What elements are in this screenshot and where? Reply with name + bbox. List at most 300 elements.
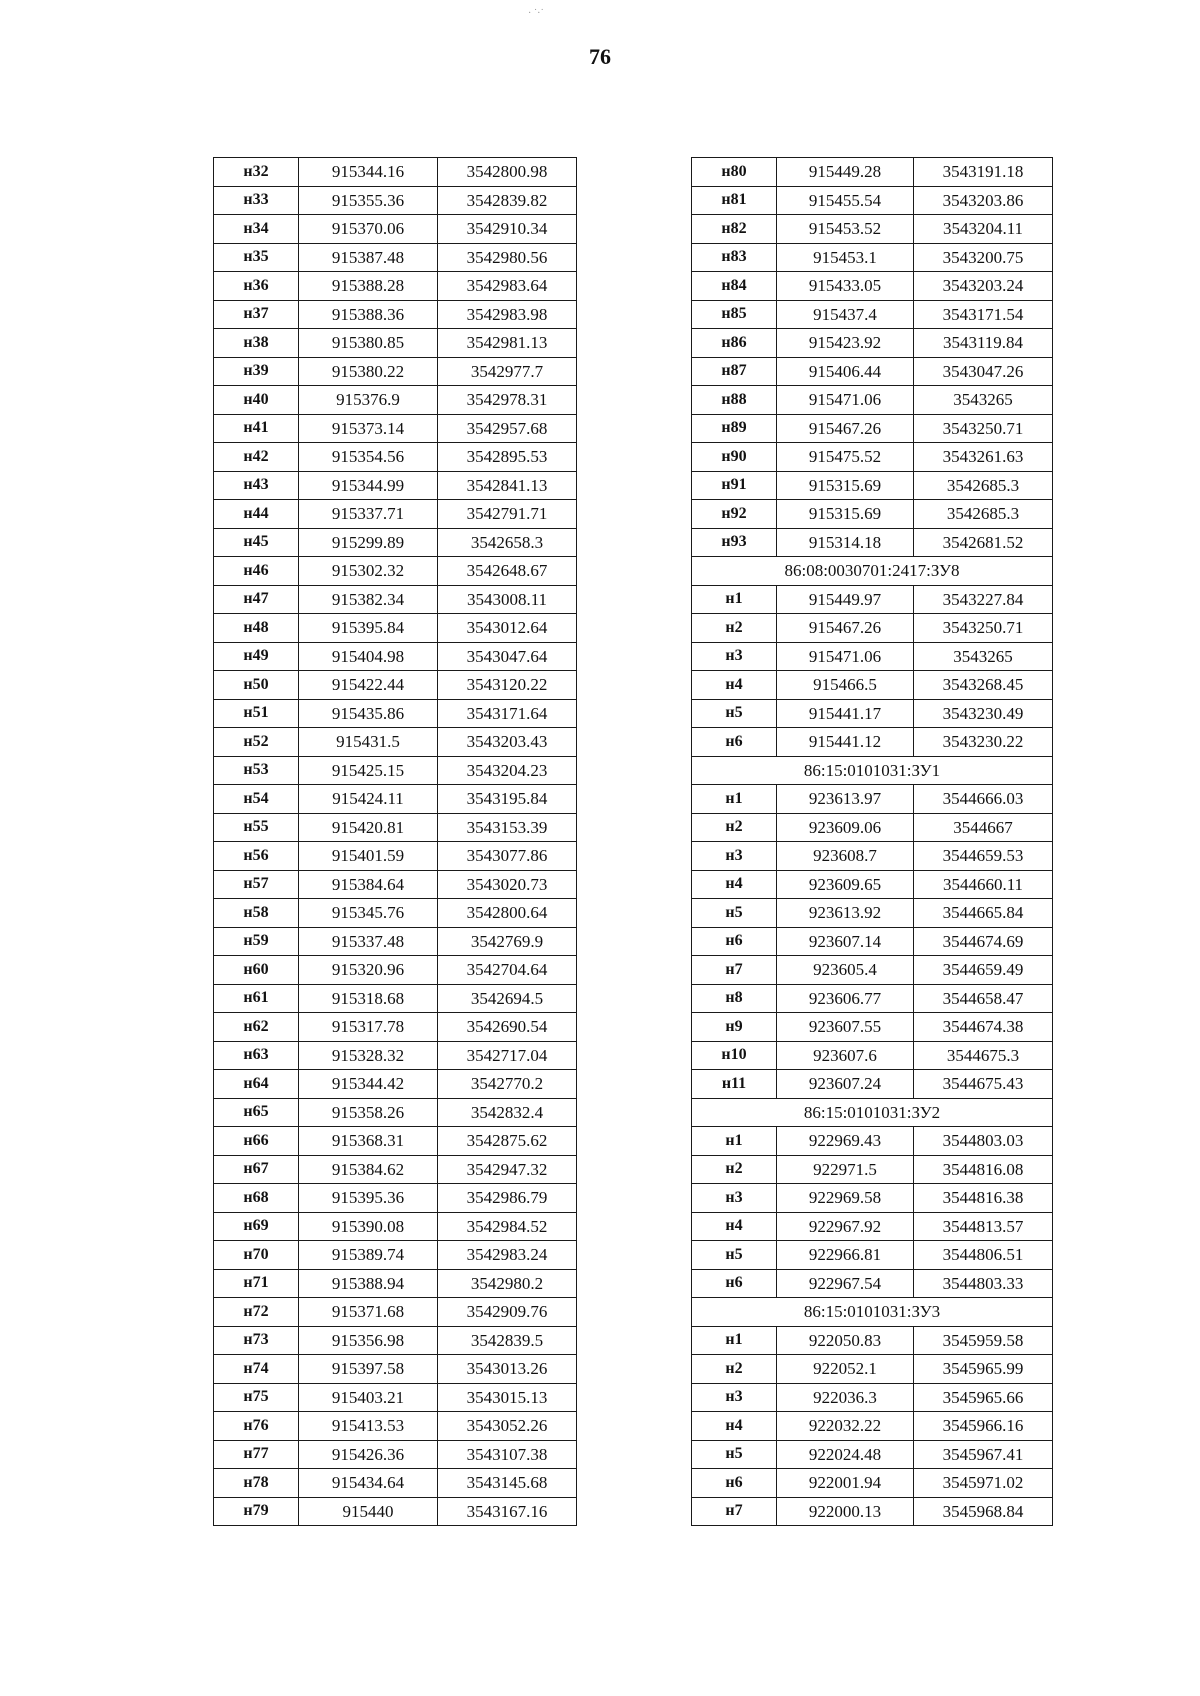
cadastral-number-heading: 86:15:0101031:ЗУ3 [692,1298,1053,1327]
point-id-cell: н46 [214,557,299,586]
point-id-cell: н5 [692,899,777,928]
point-id-cell: н35 [214,243,299,272]
y-coordinate-cell: 3543230.22 [914,728,1053,757]
y-coordinate-cell: 3542977.7 [438,357,577,386]
x-coordinate-cell: 915441.12 [777,728,914,757]
point-id-cell: н62 [214,1013,299,1042]
point-id-cell: н63 [214,1041,299,1070]
y-coordinate-cell: 3543013.26 [438,1355,577,1384]
x-coordinate-cell: 915354.56 [299,443,438,472]
table-row [692,300,1053,329]
x-coordinate-cell: 915395.84 [299,614,438,643]
table-row [214,158,577,187]
y-coordinate-cell: 3542800.98 [438,158,577,187]
point-id-cell: н55 [214,813,299,842]
table-row [214,1212,577,1241]
x-coordinate-cell: 923607.14 [777,927,914,956]
x-coordinate-cell: 915388.28 [299,272,438,301]
table-row [692,1326,1053,1355]
table-row [692,585,1053,614]
point-id-cell: н36 [214,272,299,301]
x-coordinate-cell: 922024.48 [777,1440,914,1469]
point-id-cell: н77 [214,1440,299,1469]
table-row [214,1355,577,1384]
x-coordinate-cell: 923607.6 [777,1041,914,1070]
point-id-cell: н81 [692,186,777,215]
point-id-cell: н68 [214,1184,299,1213]
x-coordinate-cell: 915422.44 [299,671,438,700]
table-row [692,642,1053,671]
x-coordinate-cell: 915337.71 [299,500,438,529]
x-coordinate-cell: 915453.1 [777,243,914,272]
point-id-cell: н66 [214,1127,299,1156]
x-coordinate-cell: 915401.59 [299,842,438,871]
x-coordinate-cell: 923609.06 [777,813,914,842]
point-id-cell: н2 [692,813,777,842]
table-row [214,329,577,358]
table-row [214,528,577,557]
point-id-cell: н57 [214,870,299,899]
table-row [692,1155,1053,1184]
point-id-cell: н61 [214,984,299,1013]
y-coordinate-cell: 3542694.5 [438,984,577,1013]
table-row [692,443,1053,472]
table-row [692,1212,1053,1241]
point-id-cell: н8 [692,984,777,1013]
x-coordinate-cell: 915315.69 [777,500,914,529]
y-coordinate-cell: 3542981.13 [438,329,577,358]
point-id-cell: н82 [692,215,777,244]
table-row [692,1184,1053,1213]
y-coordinate-cell: 3544659.53 [914,842,1053,871]
point-id-cell: н47 [214,585,299,614]
y-coordinate-cell: 3543195.84 [438,785,577,814]
x-coordinate-cell: 922036.3 [777,1383,914,1412]
y-coordinate-cell: 3544666.03 [914,785,1053,814]
x-coordinate-cell: 915345.76 [299,899,438,928]
x-coordinate-cell: 915471.06 [777,642,914,671]
table-row [214,927,577,956]
point-id-cell: н75 [214,1383,299,1412]
table-row [214,1041,577,1070]
table-row [692,984,1053,1013]
table-row [214,1155,577,1184]
table-row [692,671,1053,700]
x-coordinate-cell: 915397.58 [299,1355,438,1384]
point-id-cell: н89 [692,414,777,443]
point-id-cell: н4 [692,671,777,700]
point-id-cell: н74 [214,1355,299,1384]
y-coordinate-cell: 3543204.23 [438,756,577,785]
y-coordinate-cell: 3544658.47 [914,984,1053,1013]
table-row [692,1383,1053,1412]
point-id-cell: н37 [214,300,299,329]
table-row [214,471,577,500]
point-id-cell: н4 [692,1412,777,1441]
table-row [214,1440,577,1469]
y-coordinate-cell: 3542770.2 [438,1070,577,1099]
point-id-cell: н42 [214,443,299,472]
table-row [214,243,577,272]
y-coordinate-cell: 3543230.49 [914,699,1053,728]
table-row [692,899,1053,928]
point-id-cell: н87 [692,357,777,386]
point-id-cell: н51 [214,699,299,728]
y-coordinate-cell: 3545965.99 [914,1355,1053,1384]
point-id-cell: н10 [692,1041,777,1070]
table-row [692,158,1053,187]
y-coordinate-cell: 3545959.58 [914,1326,1053,1355]
y-coordinate-cell: 3542791.71 [438,500,577,529]
table-row [214,699,577,728]
table-row [692,1355,1053,1384]
point-id-cell: н9 [692,1013,777,1042]
y-coordinate-cell: 3543171.54 [914,300,1053,329]
table-row [692,728,1053,757]
y-coordinate-cell: 3543203.24 [914,272,1053,301]
y-coordinate-cell: 3542658.3 [438,528,577,557]
x-coordinate-cell: 915318.68 [299,984,438,1013]
y-coordinate-cell: 3543171.64 [438,699,577,728]
y-coordinate-cell: 3543203.43 [438,728,577,757]
y-coordinate-cell: 3544665.84 [914,899,1053,928]
point-id-cell: н1 [692,1127,777,1156]
point-id-cell: н59 [214,927,299,956]
y-coordinate-cell: 3543250.71 [914,614,1053,643]
x-coordinate-cell: 915434.64 [299,1469,438,1498]
x-coordinate-cell: 915440 [299,1497,438,1526]
y-coordinate-cell: 3545968.84 [914,1497,1053,1526]
x-coordinate-cell: 915395.36 [299,1184,438,1213]
y-coordinate-cell: 3542839.82 [438,186,577,215]
x-coordinate-cell: 915388.94 [299,1269,438,1298]
table-row [692,243,1053,272]
y-coordinate-cell: 3542986.79 [438,1184,577,1213]
x-coordinate-cell: 915384.62 [299,1155,438,1184]
y-coordinate-cell: 3543204.11 [914,215,1053,244]
table-row [214,215,577,244]
y-coordinate-cell: 3544660.11 [914,870,1053,899]
point-id-cell: н44 [214,500,299,529]
table-row [692,699,1053,728]
x-coordinate-cell: 915373.14 [299,414,438,443]
y-coordinate-cell: 3543167.16 [438,1497,577,1526]
table-row [692,1440,1053,1469]
point-id-cell: н41 [214,414,299,443]
table-row [214,1298,577,1327]
y-coordinate-cell: 3544667 [914,813,1053,842]
table-row [214,1098,577,1127]
point-id-cell: н92 [692,500,777,529]
point-id-cell: н45 [214,528,299,557]
table-row [214,272,577,301]
table-row [692,1041,1053,1070]
table-row [692,414,1053,443]
table-row [214,186,577,215]
point-id-cell: н93 [692,528,777,557]
x-coordinate-cell: 915370.06 [299,215,438,244]
point-id-cell: н48 [214,614,299,643]
x-coordinate-cell: 923608.7 [777,842,914,871]
table-row [214,1269,577,1298]
y-coordinate-cell: 3542978.31 [438,386,577,415]
x-coordinate-cell: 922969.43 [777,1127,914,1156]
table-row [692,500,1053,529]
y-coordinate-cell: 3544816.38 [914,1184,1053,1213]
table-row [214,842,577,871]
scan-speck: · ˙·˙ [528,8,544,19]
y-coordinate-cell: 3544816.08 [914,1155,1053,1184]
y-coordinate-cell: 3543047.26 [914,357,1053,386]
point-id-cell: н2 [692,614,777,643]
point-id-cell: н49 [214,642,299,671]
table-row [214,443,577,472]
point-id-cell: н3 [692,842,777,871]
table-row [692,870,1053,899]
point-id-cell: н5 [692,1241,777,1270]
point-id-cell: н32 [214,158,299,187]
table-row [214,357,577,386]
table-row [692,1469,1053,1498]
table-row [692,272,1053,301]
y-coordinate-cell: 3542839.5 [438,1326,577,1355]
x-coordinate-cell: 922967.92 [777,1212,914,1241]
table-row [692,927,1053,956]
coordinates-table-left [213,157,577,1526]
x-coordinate-cell: 923606.77 [777,984,914,1013]
y-coordinate-cell: 3543052.26 [438,1412,577,1441]
point-id-cell: н70 [214,1241,299,1270]
table-row [214,1326,577,1355]
x-coordinate-cell: 915384.64 [299,870,438,899]
x-coordinate-cell: 922971.5 [777,1155,914,1184]
x-coordinate-cell: 915389.74 [299,1241,438,1270]
section-row [692,756,1053,785]
x-coordinate-cell: 915467.26 [777,414,914,443]
section-row [692,557,1053,586]
table-row [214,1013,577,1042]
x-coordinate-cell: 915431.5 [299,728,438,757]
table-row [214,756,577,785]
x-coordinate-cell: 915344.16 [299,158,438,187]
x-coordinate-cell: 915356.98 [299,1326,438,1355]
y-coordinate-cell: 3542910.34 [438,215,577,244]
table-row [214,1412,577,1441]
point-id-cell: н33 [214,186,299,215]
y-coordinate-cell: 3544806.51 [914,1241,1053,1270]
point-id-cell: н39 [214,357,299,386]
table-row [692,1070,1053,1099]
y-coordinate-cell: 3544675.43 [914,1070,1053,1099]
x-coordinate-cell: 915404.98 [299,642,438,671]
point-id-cell: н6 [692,728,777,757]
point-id-cell: н3 [692,1383,777,1412]
x-coordinate-cell: 915320.96 [299,956,438,985]
table-row [214,899,577,928]
point-id-cell: н83 [692,243,777,272]
y-coordinate-cell: 3543012.64 [438,614,577,643]
y-coordinate-cell: 3543191.18 [914,158,1053,187]
point-id-cell: н64 [214,1070,299,1099]
y-coordinate-cell: 3545967.41 [914,1440,1053,1469]
point-id-cell: н58 [214,899,299,928]
y-coordinate-cell: 3542980.2 [438,1269,577,1298]
x-coordinate-cell: 915328.32 [299,1041,438,1070]
x-coordinate-cell: 915380.22 [299,357,438,386]
table-row [214,813,577,842]
x-coordinate-cell: 923609.65 [777,870,914,899]
x-coordinate-cell: 915466.5 [777,671,914,700]
point-id-cell: н85 [692,300,777,329]
cadastral-number-heading: 86:15:0101031:ЗУ1 [692,756,1053,785]
y-coordinate-cell: 3544803.03 [914,1127,1053,1156]
x-coordinate-cell: 915423.92 [777,329,914,358]
point-id-cell: н53 [214,756,299,785]
x-coordinate-cell: 922966.81 [777,1241,914,1270]
x-coordinate-cell: 922052.1 [777,1355,914,1384]
y-coordinate-cell: 3543047.64 [438,642,577,671]
point-id-cell: н7 [692,1497,777,1526]
x-coordinate-cell: 915387.48 [299,243,438,272]
table-row [214,728,577,757]
y-coordinate-cell: 3542984.52 [438,1212,577,1241]
table-row [214,1383,577,1412]
x-coordinate-cell: 923607.24 [777,1070,914,1099]
x-coordinate-cell: 915425.15 [299,756,438,785]
x-coordinate-cell: 915371.68 [299,1298,438,1327]
x-coordinate-cell: 915420.81 [299,813,438,842]
x-coordinate-cell: 915435.86 [299,699,438,728]
point-id-cell: н5 [692,1440,777,1469]
y-coordinate-cell: 3542909.76 [438,1298,577,1327]
table-row [692,528,1053,557]
point-id-cell: н76 [214,1412,299,1441]
y-coordinate-cell: 3543077.86 [438,842,577,871]
cadastral-number-heading: 86:08:0030701:2417:ЗУ8 [692,557,1053,586]
x-coordinate-cell: 923607.55 [777,1013,914,1042]
x-coordinate-cell: 915355.36 [299,186,438,215]
y-coordinate-cell: 3542983.64 [438,272,577,301]
y-coordinate-cell: 3545965.66 [914,1383,1053,1412]
table-row [214,414,577,443]
y-coordinate-cell: 3543145.68 [438,1469,577,1498]
table-row [214,557,577,586]
x-coordinate-cell: 915315.69 [777,471,914,500]
table-row [214,386,577,415]
x-coordinate-cell: 915299.89 [299,528,438,557]
y-coordinate-cell: 3543107.38 [438,1440,577,1469]
point-id-cell: н69 [214,1212,299,1241]
point-id-cell: н90 [692,443,777,472]
point-id-cell: н6 [692,1269,777,1298]
table-row [214,642,577,671]
y-coordinate-cell: 3544813.57 [914,1212,1053,1241]
table-row [692,1241,1053,1270]
x-coordinate-cell: 915455.54 [777,186,914,215]
table-row [214,1127,577,1156]
x-coordinate-cell: 923613.92 [777,899,914,928]
y-coordinate-cell: 3542685.3 [914,500,1053,529]
x-coordinate-cell: 922967.54 [777,1269,914,1298]
point-id-cell: н38 [214,329,299,358]
point-id-cell: н88 [692,386,777,415]
x-coordinate-cell: 915453.52 [777,215,914,244]
y-coordinate-cell: 3543268.45 [914,671,1053,700]
x-coordinate-cell: 915449.28 [777,158,914,187]
x-coordinate-cell: 922032.22 [777,1412,914,1441]
y-coordinate-cell: 3542681.52 [914,528,1053,557]
x-coordinate-cell: 915368.31 [299,1127,438,1156]
point-id-cell: н56 [214,842,299,871]
x-coordinate-cell: 923605.4 [777,956,914,985]
table-row [214,1184,577,1213]
x-coordinate-cell: 915467.26 [777,614,914,643]
table-row [692,357,1053,386]
point-id-cell: н91 [692,471,777,500]
point-id-cell: н1 [692,585,777,614]
point-id-cell: н80 [692,158,777,187]
x-coordinate-cell: 923613.97 [777,785,914,814]
point-id-cell: н7 [692,956,777,985]
y-coordinate-cell: 3542690.54 [438,1013,577,1042]
table-row [214,984,577,1013]
x-coordinate-cell: 915314.18 [777,528,914,557]
table-row [692,956,1053,985]
point-id-cell: н4 [692,870,777,899]
table-row [692,471,1053,500]
y-coordinate-cell: 3544803.33 [914,1269,1053,1298]
x-coordinate-cell: 915406.44 [777,357,914,386]
y-coordinate-cell: 3543227.84 [914,585,1053,614]
table-row [214,1241,577,1270]
table-row [214,870,577,899]
y-coordinate-cell: 3542957.68 [438,414,577,443]
table-row [214,956,577,985]
point-id-cell: н2 [692,1155,777,1184]
x-coordinate-cell: 915471.06 [777,386,914,415]
point-id-cell: н4 [692,1212,777,1241]
point-id-cell: н3 [692,642,777,671]
table-row [214,1070,577,1099]
point-id-cell: н11 [692,1070,777,1099]
y-coordinate-cell: 3542704.64 [438,956,577,985]
table-row [214,671,577,700]
point-id-cell: н40 [214,386,299,415]
section-row [692,1098,1053,1127]
x-coordinate-cell: 915413.53 [299,1412,438,1441]
table-row [214,585,577,614]
y-coordinate-cell: 3542980.56 [438,243,577,272]
table-row [692,1497,1053,1526]
table-row [692,785,1053,814]
table-row [214,1497,577,1526]
point-id-cell: н50 [214,671,299,700]
point-id-cell: н6 [692,1469,777,1498]
y-coordinate-cell: 3544674.38 [914,1013,1053,1042]
x-coordinate-cell: 915437.4 [777,300,914,329]
point-id-cell: н2 [692,1355,777,1384]
table-row [214,1469,577,1498]
y-coordinate-cell: 3544675.3 [914,1041,1053,1070]
y-coordinate-cell: 3542875.62 [438,1127,577,1156]
section-row [692,1298,1053,1327]
point-id-cell: н43 [214,471,299,500]
y-coordinate-cell: 3543015.13 [438,1383,577,1412]
table-row [214,500,577,529]
x-coordinate-cell: 915337.48 [299,927,438,956]
y-coordinate-cell: 3542947.32 [438,1155,577,1184]
y-coordinate-cell: 3543020.73 [438,870,577,899]
